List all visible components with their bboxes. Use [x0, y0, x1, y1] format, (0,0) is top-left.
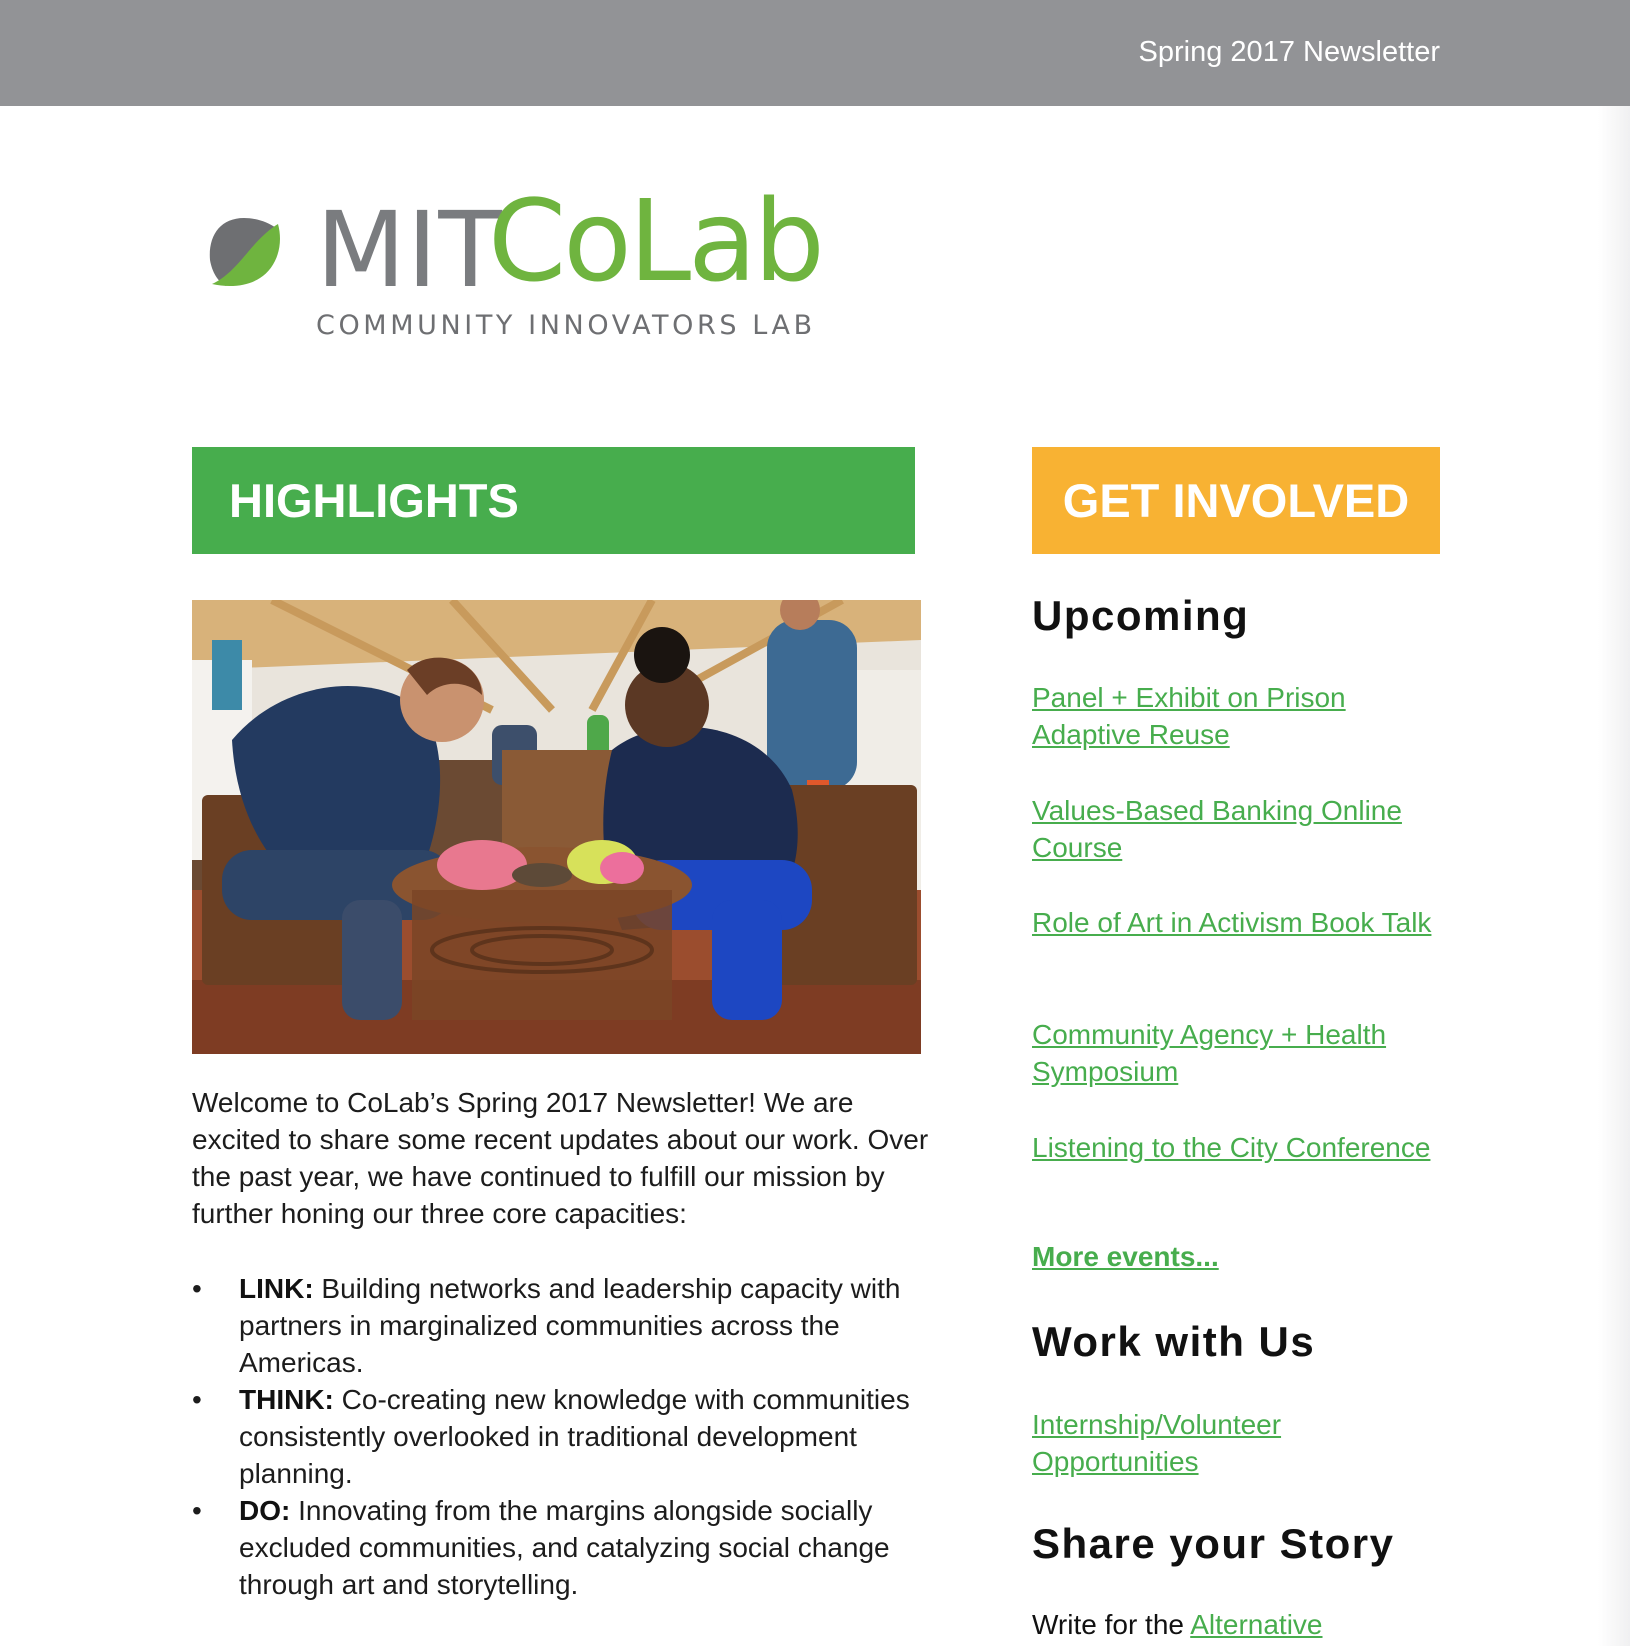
- highlights-banner: [192, 447, 915, 554]
- logo-subtitle: COMMUNITY INNOVATORS LAB: [316, 310, 816, 341]
- share-prefix: Write for the: [1032, 1609, 1191, 1640]
- logo-colab-text: CoLab: [488, 177, 822, 307]
- scroll-edge-shadow: [1598, 106, 1630, 1646]
- logo-mit-text: MIT: [316, 189, 503, 311]
- capacity-label: THINK:: [239, 1384, 334, 1415]
- get-involved-title: GET INVOLVED: [1062, 474, 1410, 527]
- share-story-text: [1032, 1606, 1323, 1643]
- event-link-community-health[interactable]: Community Agency + Health Symposium: [1032, 1019, 1387, 1087]
- mit-colab-logo[interactable]: [196, 177, 836, 346]
- work-with-us-heading: Work with Us: [1032, 1318, 1316, 1365]
- alternative-link[interactable]: Alternative: [1190, 1609, 1323, 1640]
- event-link-values-banking[interactable]: Values-Based Banking Online Course: [1032, 795, 1402, 863]
- capacity-label: DO:: [239, 1495, 291, 1526]
- leaf-icon: [204, 212, 284, 292]
- internship-link[interactable]: Internship/Volunteer Opportunities: [1032, 1409, 1282, 1477]
- capacity-text: Co-creating new knowledge with communities consistently overlooked in traditional development planning.: [239, 1384, 910, 1489]
- capacity-text: Building networks and leadership capacity with partners in marginalized communities across the Americas.: [239, 1273, 901, 1378]
- highlights-title: HIGHLIGHTS: [229, 474, 519, 527]
- event-link-art-activism[interactable]: Role of Art in Activism Book Talk: [1032, 907, 1432, 938]
- list-item: [192, 1492, 932, 1603]
- capacities-list: [192, 1270, 932, 1603]
- highlights-photo[interactable]: [192, 600, 921, 1054]
- bullet: •: [192, 1495, 202, 1526]
- share-story-heading: Share your Story: [1032, 1520, 1395, 1567]
- bullet: •: [192, 1384, 202, 1415]
- more-events-link[interactable]: More events...: [1032, 1241, 1219, 1272]
- photo-illustration: [192, 600, 921, 1054]
- upcoming-heading: Upcoming: [1032, 592, 1250, 639]
- list-item: [192, 1381, 932, 1492]
- capacity-label: LINK:: [239, 1273, 314, 1304]
- newsletter-title: Spring 2017 Newsletter: [1138, 36, 1440, 68]
- intro-paragraph: Welcome to CoLab’s Spring 2017 Newsletter! We are excited to share some recent updates about our work. Over the past year, we have continued to fulfill our mission by further honing our three core capacities:: [192, 1087, 929, 1229]
- capacity-text: Innovating from the margins alongside socially excluded communities, and catalyzing social change through art and storytelling.: [239, 1495, 890, 1600]
- event-link-listening-city[interactable]: Listening to the City Conference: [1032, 1132, 1431, 1163]
- get-involved-banner: [1032, 447, 1440, 554]
- list-item: [192, 1270, 932, 1381]
- newsletter-header-bar: [0, 0, 1630, 106]
- bullet: •: [192, 1273, 202, 1304]
- event-link-prison-reuse[interactable]: Panel + Exhibit on Prison Adaptive Reuse: [1032, 682, 1346, 750]
